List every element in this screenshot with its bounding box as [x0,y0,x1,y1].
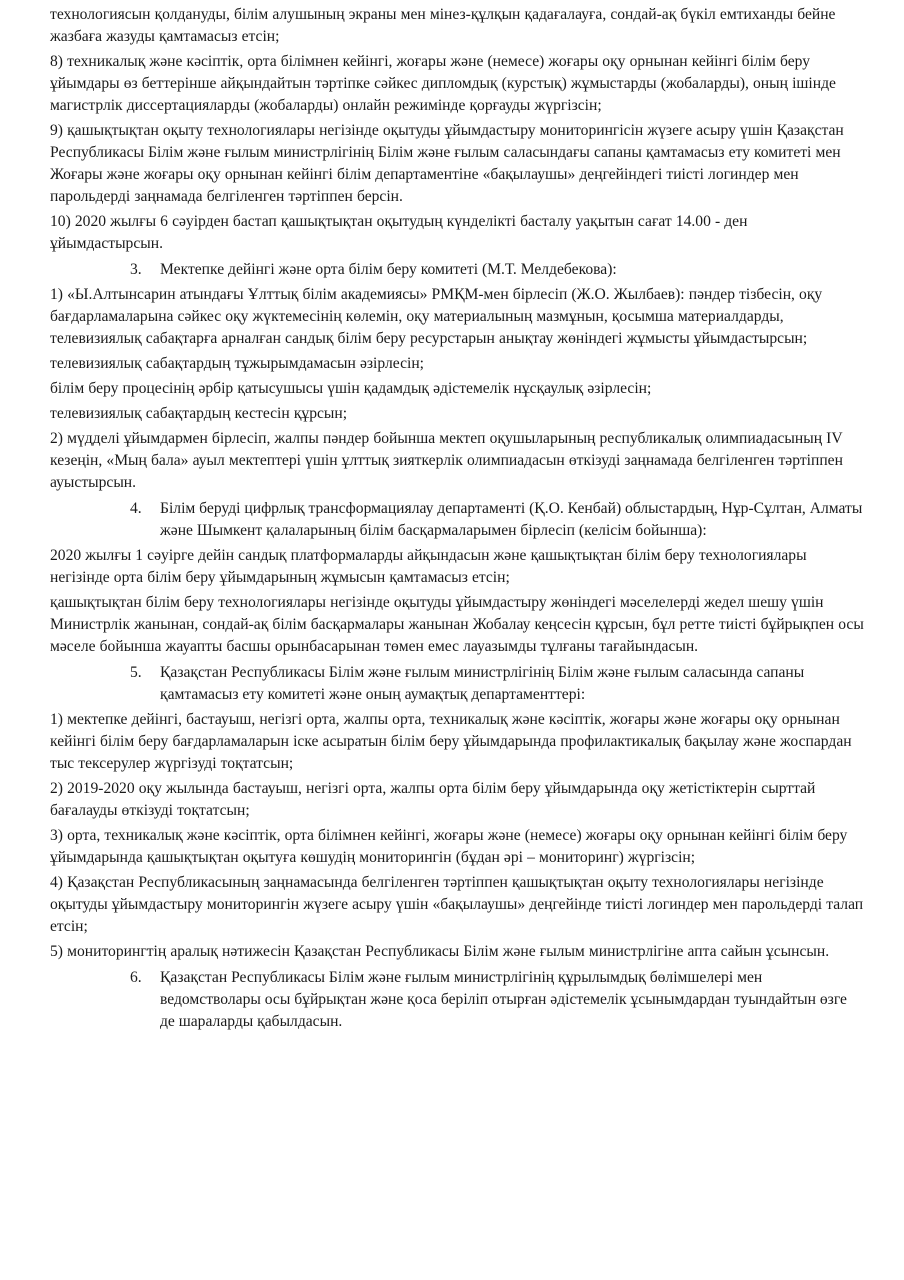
section-number: 6. [130,969,142,986]
section-text: Мектепке дейінгі және орта білім беру комитеті (М.Т. Мелдебекова): [160,261,617,278]
section-text: Қазақстан Республикасы Білім және ғылым министрлігінің құрылымдық бөлімшелері мен ведомстволары осы бұйрықтан және қоса беріліп отырған әдістемелік ұсынымдардан туындайтын өзге де шараларды қабылдасын. [160,969,847,1030]
paragraph-item-10: 10) 2020 жылғы 6 сәуірден бастап қашықтықтан оқытудың күнделікті басталу уақытын сағат 14.00 - ден ұйымдастырсын. [50,213,748,252]
section-text: Білім беруді цифрлық трансформациялау департаменті (Қ.О. Кенбай) облыстардың, Нұр-Сұлтан, Алматы және Шымкент қалаларының білім басқармаларымен бірлесіп (келісім бойынша): [160,500,863,539]
numbered-section-4 [50,498,864,542]
section-text: Қазақстан Республикасы Білім және ғылым министрлігінің Білім және ғылым саласында сапаны қамтамасыз ету комитеті және оның аумақтық департаменттері: [160,664,805,703]
paragraph-s5-item-5: 5) мониторингтің аралық нәтижесін Қазақстан Республикасы Білім және ғылым министрлігіне апта сайын ұсынсын. [50,943,830,960]
paragraph-s3-concept: телевизиялық сабақтардың тұжырымдамасын әзірлесін; [50,355,425,372]
paragraph-continuation: технологиясын қолдануды, білім алушының экраны мен мінез-құлқын қадағалауға, сондай-ақ бүкіл емтиханды бейне жазбаға жазуды қамтамасыз етсін; [50,6,836,45]
numbered-section-5 [50,662,864,706]
paragraph-item-8: 8) техникалық және кәсіптік, орта білімнен кейінгі, жоғары және (немесе) жоғары оқу орнынан кейінгі білім беру ұйымдары өз беттерінше айқындайтын тәртіпке сәйкес дипломдық (курстық) жұмыстарды (жобаларды), оның ішінде магистрлік диссертацияларды (жобаларды) онлайн режимінде қорғауды жүргізсін; [50,53,836,114]
paragraph-s3-item-1: 1) «Ы.Алтынсарин атындағы Ұлттық білім академиясы» РМҚМ-мен бірлесіп (Ж.О. Жылбаев): пәндер тізбесін, оқу бағдарламаларына сәйкес оқу жүктемесінің көлемін, оқу материалының мазмұнын, қосымша материалдарды, телевизиялық сабақтарға арналған сандық білім беру ресурстарын анықтау жөніндегі жұмысты ұйымдастырсын; [50,286,823,347]
paragraph-s5-item-1: 1) мектепке дейінгі, бастауыш, негізгі орта, жалпы орта, техникалық және кәсіптік, жоғары және жоғары оқу орнынан кейінгі білім беру бағдарламаларын іске асыратын білім беру ұйымдарында профилактикалық бақылау және жоспардан тыс тексерулер жүргізуді тоқтатсын; [50,711,852,772]
paragraph-s5-item-4: 4) Қазақстан Республикасының заңнамасында белгіленген тәртіппен қашықтықтан оқыту технологиялары негізінде оқытуды ұйымдастыру мониторингін жүзеге асыру үшін «бақылаушы» деңгейінде тиісті логиндер мен парольдерді талап етсін; [50,874,864,935]
numbered-section-6 [50,967,864,1033]
section-number: 3. [130,261,142,278]
paragraph-s4-platforms: 2020 жылғы 1 сәуірге дейін сандық платформаларды айқындасын және қашықтықтан білім беру технологиялары негізінде орта білім беру ұйымдарының жұмысын қамтамасыз етсін; [50,547,807,586]
paragraph-s4-office: қашықтықтан білім беру технологиялары негізінде оқытуды ұйымдастыру жөніндегі мәселелерді жедел шешу үшін Министрлік жанынан, сондай-ақ білім басқармалары жанынан Жобалау кеңсесін құрсын, бұл ретте тиісті бұйрықпен осы мәселе бойынша жауапты басшы орынбасарынан төмен емес лауазымды тұлғаны тағайындасын. [50,594,864,655]
paragraph-s3-guide: білім беру процесінің әрбір қатысушысы үшін қадамдық әдістемелік нұсқаулық әзірлесін; [50,380,652,397]
paragraph-s5-item-2: 2) 2019-2020 оқу жылында бастауыш, негізгі орта, жалпы орта білім беру ұйымдарында оқу жетістіктерін сырттай бағалауды өткізуді тоқтатсын; [50,780,816,819]
section-number: 4. [130,500,142,517]
paragraph-item-9: 9) қашықтықтан оқыту технологиялары негізінде оқытуды ұйымдастыру мониторингісін жүзеге асыру үшін Қазақстан Республикасы Білім және ғылым министрлігінің Білім және ғылым саласындағы сапаны қамтамасыз ету комитеті мен Жоғары және жоғары оқу орнынан кейінгі білім департаментіне «бақылаушы» деңгейіндегі тиісті логиндер мен парольдерді заңнамада белгіленген тәртіппен берсін. [50,122,844,205]
section-number: 5. [130,664,142,681]
paragraph-s3-item-2: 2) мүдделі ұйымдармен бірлесіп, жалпы пәндер бойынша мектеп оқушыларының республикалық олимпиадасының IV кезеңін, «Мың бала» ауыл мектептері үшін ұлттық зияткерлік олимпиадасын өткізуді заңнамада белгіленген тәртіппен ауыстырсын. [50,430,843,491]
paragraph-s3-schedule: телевизиялық сабақтардың кестесін құрсын; [50,405,348,422]
numbered-section-3 [50,259,864,281]
paragraph-s5-item-3: 3) орта, техникалық және кәсіптік, орта білімнен кейінгі, жоғары және (немесе) жоғары оқу орнынан кейінгі білім беру ұйымдарында қашықтықтан оқытуға көшудің мониторингін (бұдан әрі – мониторинг) жүргізсін; [50,827,848,866]
